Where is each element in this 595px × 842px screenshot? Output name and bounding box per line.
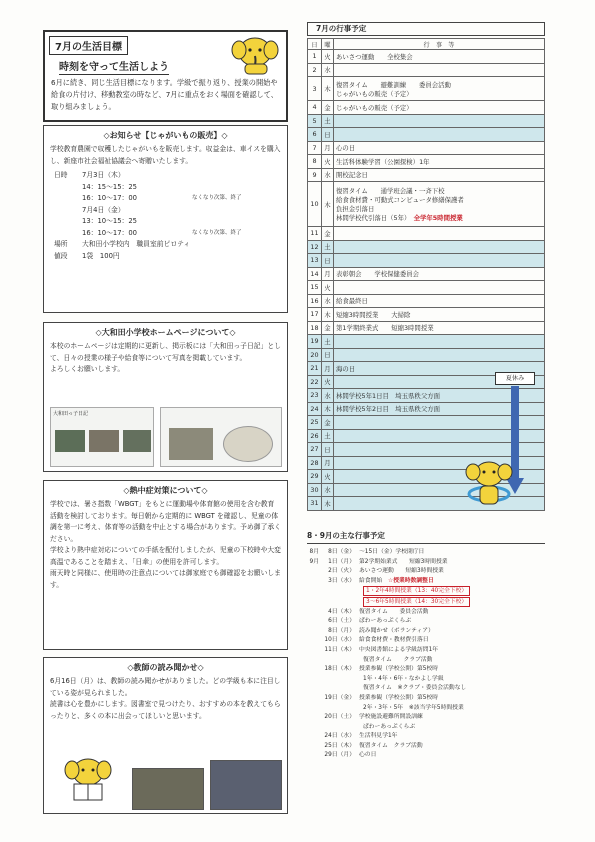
july-weekday: 月 [322,267,334,281]
reading-photo-1 [132,768,204,810]
plan-date: 3日（水） [328,577,355,584]
july-event [334,63,545,77]
july-day: 23 [308,389,322,403]
july-day: 22 [308,375,322,389]
july-event [334,254,545,268]
potato-schedule-row [44,239,287,251]
july-day: 12 [308,240,322,254]
july-weekday: 月 [322,456,334,470]
plan-text [359,646,547,656]
potato-row-note: なくなり次第、終了 [192,195,242,201]
july-row [308,77,545,101]
july-weekday: 金 [322,321,334,335]
july-event-text: 林間学校5年1日目 埼玉県秩父方面 [336,391,440,400]
plan-text [359,694,547,704]
potato-row-key [54,228,82,240]
plan-row [307,694,547,704]
july-weekday: 木 [322,77,334,101]
plan-date: 18日（木） [324,666,355,673]
july-weekday: 月 [322,141,334,155]
potato-row-key: 場所 [54,240,68,248]
plan-text [359,567,547,577]
plan-highlight: 3～6年5時間授業（14：30完全下校） [363,597,470,607]
july-row [308,155,545,169]
plan-text [359,608,547,618]
july-event-text: 復習タイム 避難訓練 委員会活動 じゃがいもの販売（予定） [336,80,451,98]
july-weekday: 金 [322,227,334,241]
plan-text [363,586,547,597]
plan-month [307,665,319,675]
homepage-screenshot-left [50,407,154,467]
plan-month [307,608,319,618]
july-event-text: 海の日 [336,364,356,373]
heat-heading: ◇熱中症対策について◇ [123,486,208,495]
potato-row-value: 16：10～17：00 [82,194,137,202]
july-row [308,101,545,115]
plan-event: 復習タイム 委員会活動 [359,608,429,615]
plan-row [307,723,547,733]
july-weekday: 金 [322,416,334,430]
plan-row [307,713,547,723]
plan-month [307,636,319,646]
july-weekday: 日 [322,128,334,142]
potato-schedule-row [44,205,287,217]
plan-text [359,627,547,637]
july-weekday: 日 [322,443,334,457]
july-event-text: 給食最終日 [336,297,368,306]
plan-date: 20日（土） [324,714,355,721]
july-table-header [308,39,545,50]
plan-highlight: ☆授業時数調整日 [388,577,434,584]
plan-text [359,577,547,587]
plan-month [307,713,319,723]
reading-photo-2 [210,760,282,810]
july-event-text: 第1学期終業式 短縮3時間授業 [336,324,434,333]
july-weekday: 水 [322,63,334,77]
july-event-text: 心の日 [336,144,356,153]
potato-row-value: 14：15～15：25 [82,182,137,191]
homepage-thumb-3 [123,430,151,452]
july-event-text: 復習タイム 通学班会議・一斉下校 給食食材費・可動式コンピュータ修繕保護者 負担金引落日 林間学校代引落日（5年） [336,187,464,222]
july-event-text: 開校記念日 [336,171,368,180]
potato-row-key [54,182,82,194]
heatstroke-notice [43,480,288,650]
july-row [308,141,545,155]
july-weekday: 木 [322,308,334,322]
july-weekday: 日 [322,254,334,268]
plan-highlight: 1・2年4時間授業（13：40完全下校） [363,586,470,596]
july-weekday: 月 [322,362,334,376]
plan-event: 第2学期始業式 短縮3時間授業 [359,558,448,565]
july-weekday: 火 [322,470,334,484]
reading-heading: ◇教師の読み聞かせ◇ [127,663,204,672]
plan-event: 復習タイム クラブ活動 [359,742,423,749]
homepage-thumb-1 [55,430,85,452]
july-weekday: 火 [322,281,334,295]
plan-event: 復習タイム ※クラブ・委員会活動なし [363,685,467,692]
potato-row-value: 7月4日（金） [82,205,125,214]
plan-event: 復習タイム クラブ活動 [363,656,433,663]
plan-text [359,548,547,558]
july-event [334,128,545,142]
plan-month [307,567,319,577]
july-event [334,168,545,182]
july-weekday: 水 [322,389,334,403]
homepage-body: 本校のホームページは定期的に更新し、掲示板には「大和田っ子日記」として、日々の授業の様子や給食等について写真を掲載しています。 [50,342,281,362]
july-event [334,114,545,128]
plan-row [307,742,547,752]
reading-body-2: 読書は心を豊かにします。図書室で見つけたり、おすすめの本を教えてもらったりと、多くの本に出会ってほしいと思います。 [50,700,281,720]
plan-date: 4日（木） [328,608,355,615]
july-row [308,227,545,241]
plan-event: ぱわーあっぷくらぶ [363,723,416,730]
july-row [308,128,545,142]
plan-date: 24日（水） [324,733,355,740]
july-day: 16 [308,294,322,308]
homepage-thumb-2 [89,430,119,452]
header-day: 日 [308,39,322,50]
plan-month [307,617,319,627]
plan-date: 8日（金） [328,549,355,555]
july-day: 1 [308,50,322,64]
aug-sep-plan-title: 8・9月の主な行事予定 [307,530,545,544]
july-row [308,168,545,182]
reading-notice [43,657,288,814]
homepage-closing: よろしくお願いします。 [50,365,125,373]
july-day: 25 [308,416,322,430]
plan-month: 8月 [309,549,319,555]
plan-event: 授業参観（学校公開）第5校時 [359,694,439,701]
potato-schedule-row [44,228,287,240]
july-event [334,155,545,169]
elephant-mascot-icon [225,34,283,76]
july-weekday: 木 [322,402,334,416]
plan-date: 11日（木） [324,646,355,653]
plan-text [359,713,547,723]
july-day: 24 [308,402,322,416]
july-weekday: 土 [322,429,334,443]
july-weekday: 土 [322,335,334,349]
potato-schedule-row [44,216,287,228]
potato-schedule-row [44,170,287,182]
july-event [334,267,545,281]
plan-event: ～15日（金）学校閉庁日 [359,549,425,555]
header-weekday: 曜 [322,39,334,50]
potato-row-value: 16：10～17：00 [82,228,137,237]
plan-event: 1年・4年・6年・なかよし学級 [363,675,444,682]
plan-date: 8日（月） [328,627,355,634]
plan-event: ぱわーあっぷくらぶ [359,618,412,625]
potato-row-key: 日時 [54,171,68,179]
plan-event: 学校施設避難所開設訓練 [359,714,423,721]
potato-body: 学校教育農園で収穫したじゃがいもを販売します。収益金は、車イスを購入し、新座市社会福祉協議会へ寄贈いたします。 [50,145,281,165]
july-day: 8 [308,155,322,169]
plan-date: 29日（月） [324,752,355,759]
plan-text [359,732,547,742]
july-event-text: 表彰朝会 学校保健委員会 [336,270,420,279]
plan-month [307,732,319,742]
potato-heading: ◇お知らせ【じゃがいもの販売】◇ [103,131,228,140]
elephant-swim-icon [460,458,518,514]
aug-sep-plan-list [307,548,547,761]
july-day: 28 [308,456,322,470]
plan-row [307,586,547,597]
plan-date: 1日（月） [328,558,355,565]
july-event [334,77,545,101]
lunch-photo [223,426,273,462]
potato-schedule-row [44,182,287,194]
elephant-reading-icon [58,754,118,806]
potato-row-value: 7月3日（木） [82,171,125,179]
july-event [334,294,545,308]
july-day: 13 [308,254,322,268]
july-day: 14 [308,267,322,281]
potato-row-key: 値段 [54,251,68,260]
july-weekday: 木 [322,182,334,227]
heat-body-1: 学校では、暑さ指数「WBGT」をもとに運動場や体育館の使用を含む教育活動を検討しております。毎日朝から定期的に WBGT を確認し、児童の体調を第一に考え、体育等の活動を中止とする場合があります。予め御了承ください。 [50,500,281,543]
potato-schedule-row [44,251,287,263]
july-row [308,254,545,268]
plan-row [307,636,547,646]
july-row [308,63,545,77]
july-day: 19 [308,335,322,349]
plan-row [307,646,547,656]
plan-event: 給食開始 [359,577,388,584]
potato-row-note: なくなり次第、終了 [192,229,242,236]
july-event-text: 短縮3時間授業 大掃除 [336,310,411,319]
july-weekday: 木 [322,497,334,511]
july-row [308,182,545,227]
homepage-shot-caption: 大和田っ子日記 [53,411,89,417]
july-day: 4 [308,101,322,115]
july-row [308,321,545,335]
july-event [334,240,545,254]
july-day: 2 [308,63,322,77]
plan-text [359,558,547,568]
potato-row-key [54,205,82,217]
july-day: 20 [308,348,322,362]
plan-event: 中央図書館による学級訪問1年 [359,646,439,653]
plan-text [363,684,547,694]
july-day: 17 [308,308,322,322]
july-event [334,308,545,322]
homepage-notice [43,322,288,472]
plan-row [307,597,547,608]
plan-row [307,567,547,577]
july-day: 30 [308,483,322,497]
header-event: 行 事 等 [334,39,545,50]
potato-row-value: 1袋 100円 [82,251,120,260]
july-event-highlight: 全学年5時間授業 [413,214,463,222]
july-schedule-title: 7月の行事予定 [307,22,545,36]
july-event [334,281,545,295]
plan-text [363,597,547,608]
homepage-screenshot-right [160,407,282,467]
plan-row [307,665,547,675]
july-row [308,267,545,281]
july-event [334,141,545,155]
plan-text [363,723,547,733]
plan-row [307,704,547,714]
july-day: 9 [308,168,322,182]
potato-row-value: 13：10～15：25 [82,217,137,225]
plan-event: 心の日 [359,752,377,759]
july-weekday: 水 [322,168,334,182]
july-event-text: 林間学校5年2日目 埼玉県秩父方面 [336,405,440,414]
july-day: 26 [308,429,322,443]
goal-body: 6月に続き、同じ生活目標になります。学級で振り返り、授業の開始や給食の片付け、移動教室の時など、7月に重点をおく場面を確認して、取り組みましょう。 [51,78,278,111]
july-day: 11 [308,227,322,241]
july-day: 18 [308,321,322,335]
july-row [308,281,545,295]
goal-subtitle: 時刻を守って生活しよう [59,58,169,75]
july-weekday: 土 [322,114,334,128]
plan-event: 授業参観（学校公開）第5校時 [359,666,439,673]
july-day: 5 [308,114,322,128]
goal-title: 7月の生活目標 [49,36,128,55]
july-day: 27 [308,443,322,457]
july-day: 15 [308,281,322,295]
plan-month [307,751,319,761]
plan-month [307,742,319,752]
plan-month [307,694,319,704]
july-event [334,50,545,64]
plan-row [307,577,547,587]
heat-body-3: 雨天時と同様に、使用時の注意点については御家庭でも御確認をお願いします。 [50,569,281,589]
homepage-thumb-4 [169,428,213,460]
potato-schedule-row [44,193,287,205]
plan-month: 9月 [309,558,319,565]
july-event [334,182,545,227]
plan-text [363,675,547,685]
july-row [308,348,545,362]
july-weekday: 日 [322,348,334,362]
plan-text [363,656,547,666]
potato-schedule [44,170,287,262]
plan-event: あいさつ運動 短縮3時間授業 [359,568,444,575]
plan-row [307,732,547,742]
july-day: 3 [308,77,322,101]
potato-row-key [54,193,82,205]
heat-body-2: 学校より熱中症対応についての手紙を配付しましたが、児童の下校時や大変高温であることを踏まえ、「日傘」の使用を許可します。 [50,546,281,566]
plan-text [363,704,547,714]
july-event [334,348,545,362]
july-weekday: 水 [322,294,334,308]
plan-text [359,665,547,675]
july-row [308,50,545,64]
plan-row [307,751,547,761]
potato-sale-notice [43,125,288,313]
plan-event: 読み聞かせ（ボランティア） [359,627,434,634]
july-weekday: 火 [322,155,334,169]
plan-month [307,577,319,587]
plan-date: 10日（水） [324,637,355,644]
plan-date: 2日（火） [328,568,355,575]
july-event-text: 生活科体験学習（公園探検）1年 [336,157,430,166]
plan-text [359,617,547,627]
plan-date: 25日（木） [324,742,355,749]
plan-date: 19日（金） [324,694,355,701]
july-day: 21 [308,362,322,376]
monthly-goal-box [43,30,288,122]
plan-text [359,742,547,752]
potato-row-key [54,216,82,228]
plan-event: 2年・3年・5年 ※該当学年5時間授業 [363,704,464,711]
july-event [334,227,545,241]
plan-event: 生活科見学1年 [359,733,398,740]
homepage-heading: ◇大和田小学校ホームページについて◇ [95,328,236,337]
plan-row [307,675,547,685]
plan-event: 給食食材費・教材費引落日 [359,637,429,644]
july-row [308,240,545,254]
july-row [308,294,545,308]
reading-body-1: 6月16日（月）は、教師の読み聞かせがありました。どの学級も本に注目している姿が見られました。 [50,677,281,697]
july-weekday: 土 [322,240,334,254]
plan-row [307,656,547,666]
plan-date: 6日（土） [328,618,355,625]
plan-row [307,684,547,694]
july-day: 31 [308,497,322,511]
summer-vacation-label: 夏休み [495,372,535,385]
july-weekday: 火 [322,50,334,64]
july-day: 6 [308,128,322,142]
plan-row [307,617,547,627]
july-weekday: 水 [322,483,334,497]
july-event [334,335,545,349]
july-event-text: あいさつ運動 全校集会 [336,52,413,61]
plan-month [307,627,319,637]
plan-row [307,627,547,637]
plan-text [359,751,547,761]
plan-row [307,608,547,618]
plan-row [307,548,547,558]
july-row [308,308,545,322]
july-event [334,101,545,115]
july-event [334,321,545,335]
plan-text [359,636,547,646]
july-weekday: 金 [322,101,334,115]
plan-row [307,558,547,568]
july-event-text: じゃがいもの販売（予定） [336,103,413,112]
july-day: 10 [308,182,322,227]
potato-row-value: 大和田小学校内 職員室前ピロティ [82,240,191,248]
july-row [308,335,545,349]
july-weekday: 火 [322,375,334,389]
plan-month [307,646,319,656]
july-day: 7 [308,141,322,155]
july-row [308,114,545,128]
july-day: 29 [308,470,322,484]
